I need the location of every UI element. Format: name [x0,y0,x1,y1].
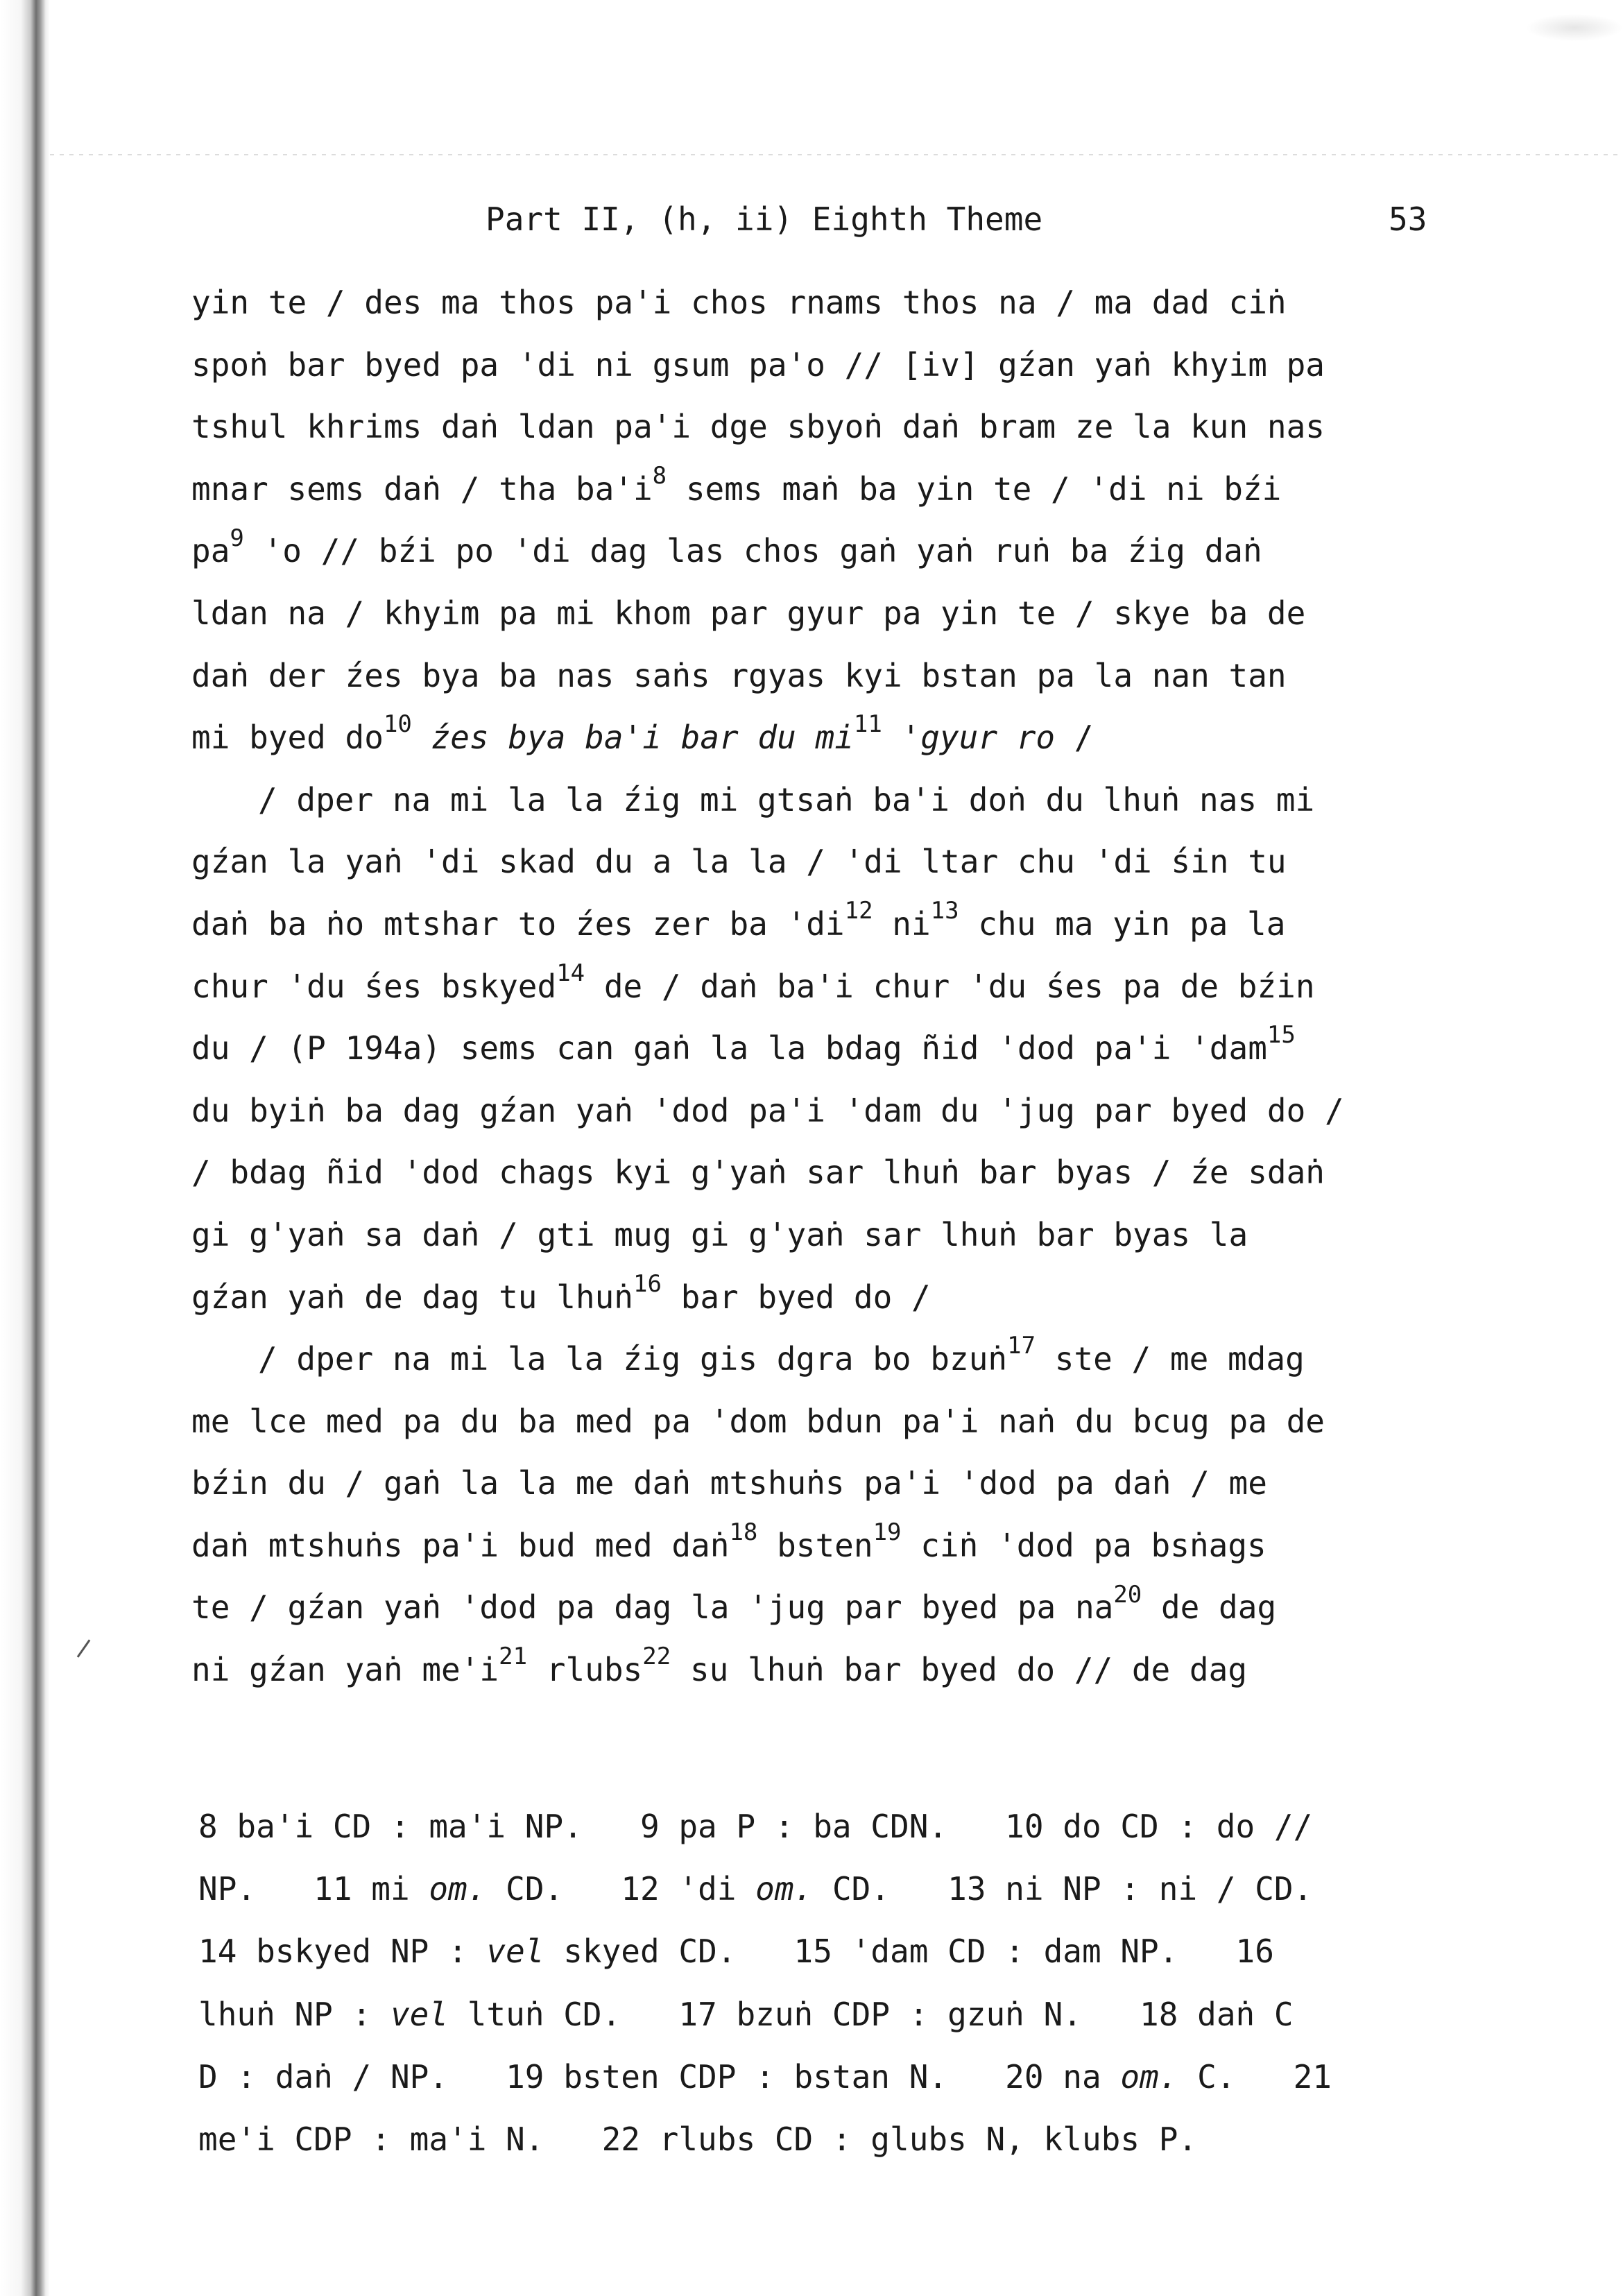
text-segment: źes bya ba'i bar du mi [431,719,854,757]
footnote-marker[interactable]: 8 [652,461,667,490]
running-title: Part II, (h, ii) Eighth Theme [486,200,1043,238]
text-line [191,1515,1509,1577]
page-header [0,198,1623,240]
footnote-line [198,1795,1516,1858]
text-segment: bsten [757,1526,873,1564]
text-line [191,956,1509,1018]
text-segment: bźin du / gaṅ la la me daṅ mtshuṅs pa'i 'dod pa daṅ / me [191,1464,1267,1502]
main-text [191,272,1509,1702]
footnote-marker[interactable]: 13 [930,897,959,925]
text-line [191,707,1509,769]
text-segment: pa [191,532,230,570]
text-segment: / [1055,719,1094,757]
paragraph-first-line [191,769,1509,832]
text-segment: / bdag ñid 'dod chags kyi g'yaṅ sar lhuṅ bar byas / źe sdaṅ [191,1154,1325,1192]
text-segment: ni gźan yaṅ me'i [191,1651,499,1689]
footnote-marker[interactable]: 19 [873,1518,902,1547]
footnote-marker[interactable]: 9 [230,524,244,552]
text-line [191,1391,1509,1453]
text-segment: D : daṅ / NP. 19 bsten CDP : bstan N. 20 na [198,2057,1121,2096]
text-line [191,272,1509,334]
footnote-marker[interactable]: 18 [729,1518,758,1547]
text-segment: yin te / des ma thos pa'i chos rnams thos na / ma dad ciṅ [191,284,1287,321]
text-segment: CD. 13 ni NP : ni / CD. [813,1870,1313,1908]
text-segment: te / gźan yaṅ 'dod pa dag la 'jug par byed pa na [191,1588,1114,1627]
text-segment: CD. 12 'di [486,1870,756,1908]
text-segment: du byiṅ ba dag gźan yaṅ 'dod pa'i 'dam du 'jug par byed do / [191,1091,1344,1129]
footnote-marker[interactable]: 16 [633,1269,662,1298]
text-segment: mnar sems daṅ / tha ba'i [191,470,653,508]
text-segment: de / daṅ ba'i chur 'du śes pa de bźin [585,967,1315,1005]
footnote-marker[interactable]: 11 [853,710,882,739]
text-line [191,1080,1509,1142]
text-segment: du / (P 194a) sems can gaṅ la la bdag ñid 'dod pa'i 'dam [191,1029,1267,1068]
text-segment: gi g'yaṅ sa daṅ / gti mug gi g'yaṅ sar lhuṅ bar byas la [191,1215,1248,1253]
page-number: 53 [1389,200,1427,238]
footnote-marker[interactable]: 22 [642,1643,671,1671]
footnote-line [198,1858,1516,1920]
text-line [191,893,1509,956]
text-segment: me lce med pa du ba med pa 'dom bdun pa'i naṅ du bcug pa de [191,1402,1325,1440]
footnote-marker[interactable]: 10 [383,710,412,739]
text-segment: de dag [1142,1588,1277,1627]
text-segment: me'i CDP : ma'i N. 22 rlubs CD : glubs N, klubs P. [198,2120,1198,2158]
footnotes [198,1795,1516,2170]
text-line [191,334,1509,397]
paragraph-first-line [191,1328,1509,1391]
text-line [191,1018,1509,1080]
footnote-marker[interactable]: 12 [844,897,873,925]
text-segment: 8 ba'i CD : ma'i NP. 9 pa P : ba CDN. 10 do CD : do // [198,1808,1313,1845]
text-segment: ste / me mdag [1036,1340,1305,1378]
text-line [191,1639,1509,1702]
text-segment: om. [429,1870,487,1908]
text-segment: / dper na mi la la źig gis dgra bo bzuṅ [258,1340,1008,1378]
text-segment: 14 bskyed NP : [198,1933,487,1971]
text-segment: om. [755,1870,814,1908]
text-segment: om. [1120,2057,1178,2096]
text-segment: gźan yaṅ de dag tu lhuṅ [191,1278,633,1316]
text-segment: C. 21 [1178,2057,1332,2096]
text-line [191,396,1509,459]
text-segment: vel [486,1933,544,1971]
text-segment: lhuṅ NP : [198,1995,390,2033]
text-segment: ldan na / khyim pa mi khom par gyur pa yin te / skye ba de [191,594,1306,632]
footnote-line [198,1983,1516,2046]
text-segment: ciṅ 'dod pa bsṅags [901,1526,1266,1564]
scan-smudge [1526,14,1623,42]
text-segment: gźan la yaṅ 'di skad du a la la / 'di ltar chu 'di śin tu [191,843,1287,881]
text-segment: spoṅ bar byed pa 'di ni gsum pa'o // [iv] gźan yaṅ khyim pa [191,345,1325,384]
footnote-marker[interactable]: 21 [499,1643,528,1671]
text-segment: daṅ mtshuṅs pa'i bud med daṅ [191,1526,730,1564]
text-segment: ni [873,905,931,943]
stray-pen-mark [77,1639,97,1662]
text-line [191,1267,1509,1329]
text-line [191,459,1509,521]
text-segment: ltuṅ CD. 17 bzuṅ CDP : gzuṅ N. 18 daṅ C [448,1995,1294,2033]
text-segment: tshul khrims daṅ ldan pa'i dge sbyoṅ daṅ bram ze la kun nas [191,408,1325,446]
text-segment: 'o // bźi po 'di dag las chos gaṅ yaṅ ruṅ ba źig daṅ [243,532,1262,570]
text-segment: vel [390,1995,449,2033]
binding-edge-shadow [0,0,50,2296]
text-segment: / dper na mi la la źig mi gtsaṅ ba'i doṅ du lhuṅ nas mi [258,780,1315,819]
footnote-line [198,2046,1516,2108]
text-segment: daṅ der źes bya ba nas saṅs rgyas kyi bstan pa la nan tan [191,656,1287,694]
footnote-marker[interactable]: 17 [1007,1332,1036,1360]
text-segment: su lhuṅ bar byed do // de dag [671,1651,1248,1689]
text-line [191,831,1509,893]
text-segment: sems maṅ ba yin te / 'di ni bźi [667,470,1282,508]
text-segment: daṅ ba ṅo mtshar to źes zer ba 'di [191,905,845,943]
text-line [191,1142,1509,1204]
text-segment: mi byed do [191,719,384,757]
text-segment [412,719,431,756]
text-line [191,1204,1509,1267]
text-line [191,1453,1509,1515]
text-segment: skyed CD. 15 'dam CD : dam NP. 16 [544,1933,1274,1971]
footnote-line [198,2108,1516,2170]
text-segment: bar byed do / [661,1278,931,1316]
text-line [191,1577,1509,1639]
footnote-marker[interactable]: 15 [1266,1021,1296,1050]
text-segment: rlubs [527,1651,643,1689]
footnote-marker[interactable]: 20 [1113,1580,1142,1609]
text-segment: chur 'du śes bskyed [191,967,557,1005]
text-line [191,583,1509,645]
footnote-line [198,1920,1516,1982]
text-segment: chu ma yin pa la [959,905,1286,943]
text-segment: 'gyur ro [901,719,1056,757]
text-segment: NP. 11 mi [198,1870,429,1908]
footnote-marker[interactable]: 14 [556,959,585,987]
text-line [191,645,1509,708]
text-segment [882,719,902,756]
scan-fold-line [50,154,1623,155]
text-line [191,520,1509,583]
